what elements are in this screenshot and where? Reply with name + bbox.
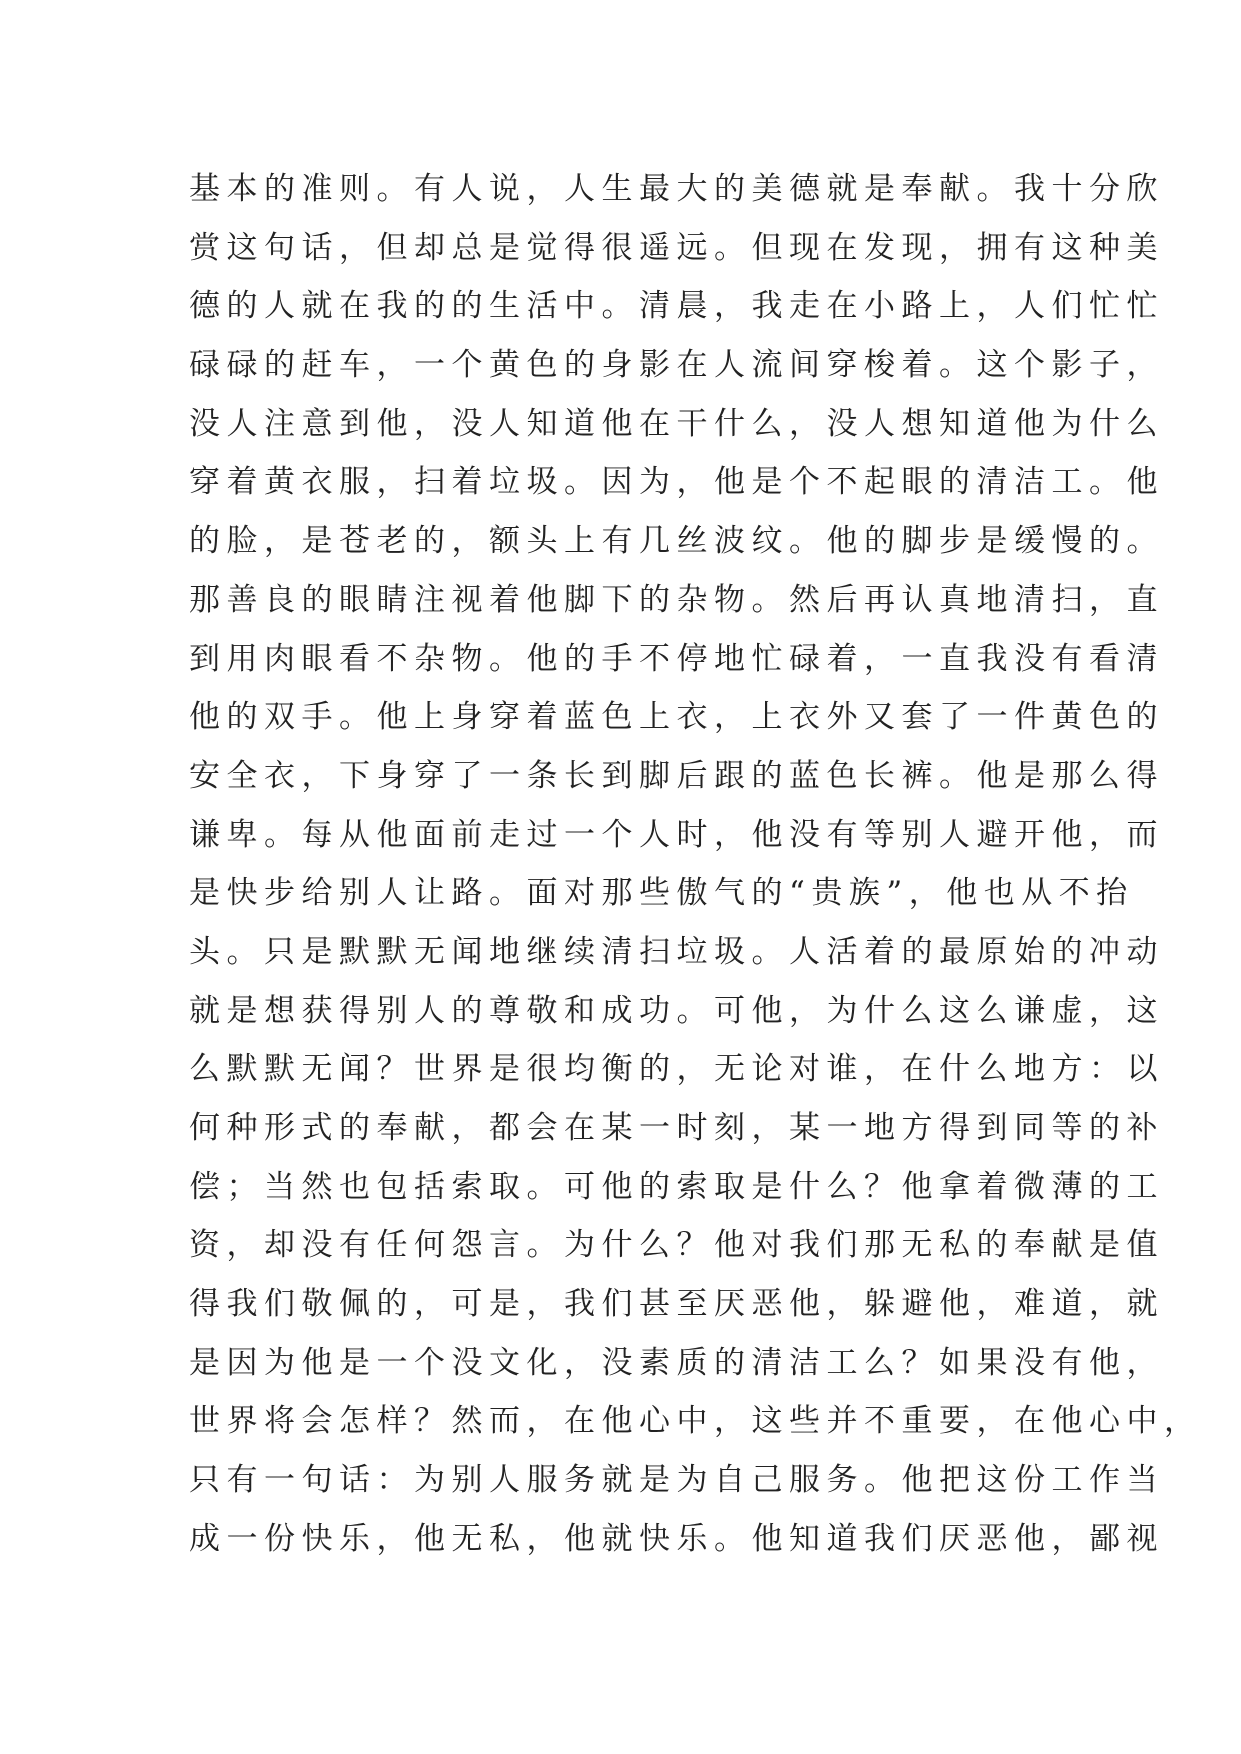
text-line: 赏这句话，但却总是觉得很遥远。但现在发现，拥有这种美 [189, 229, 1164, 266]
text-line: 那善良的眼睛注视着他脚下的杂物。然后再认真地清扫，直 [189, 581, 1164, 618]
text-line: 穿着黄衣服，扫着垃圾。因为，他是个不起眼的清洁工。他 [189, 464, 1164, 501]
text-line: 安全衣，下身穿了一条长到脚后跟的蓝色长裤。他是那么得 [189, 757, 1164, 794]
text-line: 偿；当然也包括索取。可他的索取是什么？他拿着微薄的工 [189, 1168, 1164, 1205]
text-line: 没人注意到他，没人知道他在干什么，没人想知道他为什么 [189, 405, 1164, 442]
text-line: 的脸，是苍老的，额头上有几丝波纹。他的脚步是缓慢的。 [189, 523, 1164, 560]
text-line: 资，却没有任何怨言。为什么？他对我们那无私的奉献是值 [189, 1227, 1164, 1264]
text-line: 德的人就在我的的生活中。清晨，我走在小路上，人们忙忙 [189, 288, 1164, 325]
text-line: 成一份快乐，他无私，他就快乐。他知道我们厌恶他，鄙视 [189, 1520, 1164, 1557]
body-paragraph [189, 160, 1202, 1569]
text-line: 基本的准则。有人说，人生最大的美德就是奉献。我十分欣 [189, 171, 1164, 207]
text-line: 么默默无闻？世界是很均衡的，无论对谁，在什么地方：以 [189, 1051, 1164, 1088]
text-line: 到用肉眼看不杂物。他的手不停地忙碌着，一直我没有看清 [189, 640, 1164, 677]
text-line: 是快步给别人让路。面对那些傲气的“贵族”，他也从不抬 [189, 875, 1134, 912]
text-line: 世界将会怎样？然而，在他心中，这些并不重要，在他心中， [189, 1403, 1202, 1440]
text-line: 谦卑。每从他面前走过一个人时，他没有等别人避开他，而 [189, 816, 1164, 853]
text-line: 头。只是默默无闻地继续清扫垃圾。人活着的最原始的冲动 [189, 933, 1164, 970]
text-line: 碌碌的赶车，一个黄色的身影在人流间穿梭着。这个影子， [189, 347, 1164, 384]
text-line: 是因为他是一个没文化，没素质的清洁工么？如果没有他， [189, 1344, 1164, 1381]
text-line: 得我们敬佩的，可是，我们甚至厌恶他，躲避他，难道，就 [189, 1286, 1164, 1323]
text-line: 只有一句话：为别人服务就是为自己服务。他把这份工作当 [189, 1462, 1164, 1499]
text-line: 就是想获得别人的尊敬和成功。可他，为什么这么谦虚，这 [189, 992, 1164, 1029]
text-line: 他的双手。他上身穿着蓝色上衣，上衣外又套了一件黄色的 [189, 699, 1164, 736]
text-line: 何种形式的奉献，都会在某一时刻，某一地方得到同等的补 [189, 1110, 1164, 1146]
